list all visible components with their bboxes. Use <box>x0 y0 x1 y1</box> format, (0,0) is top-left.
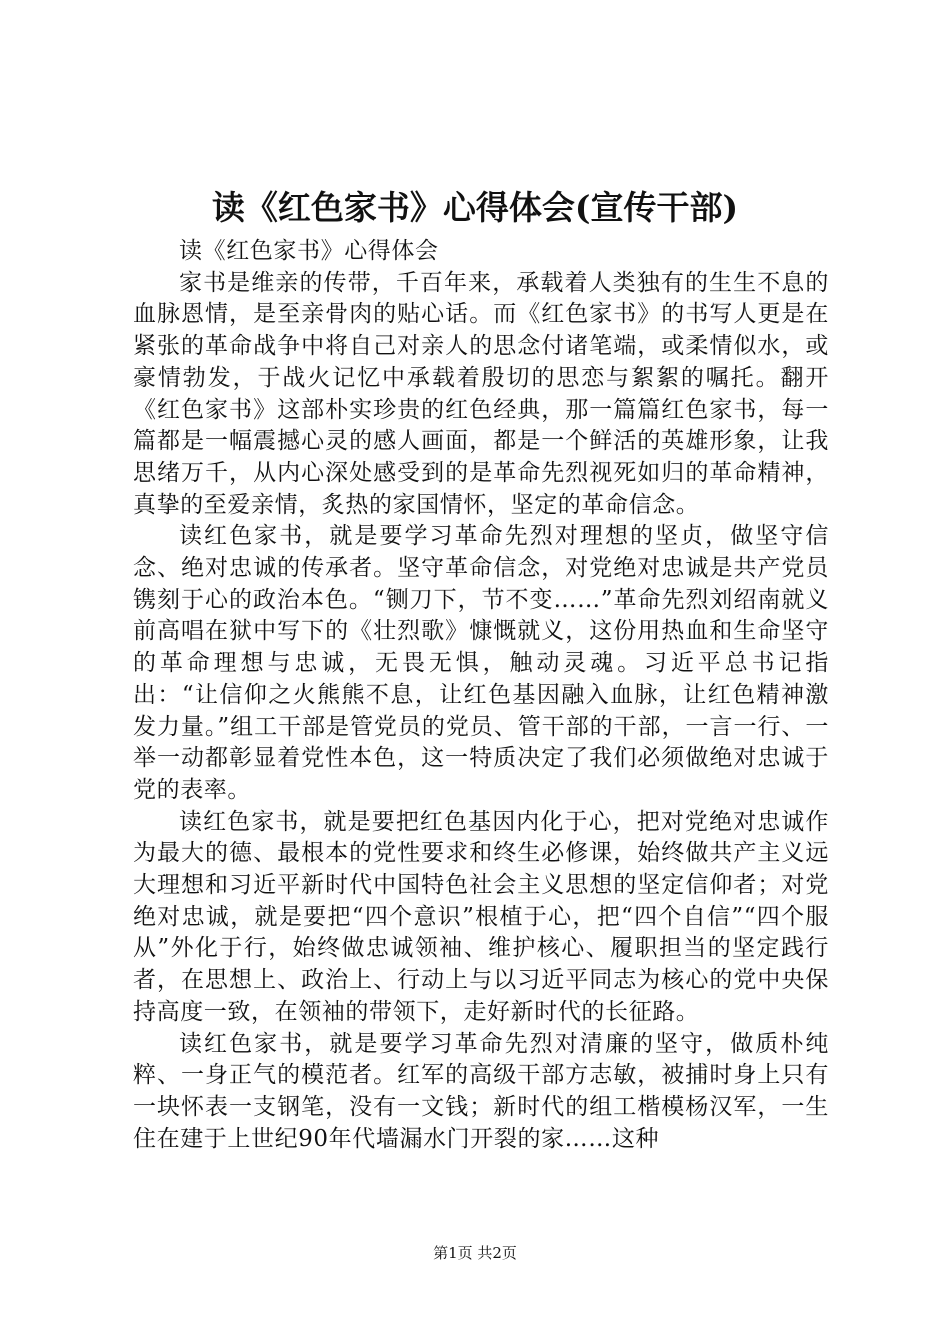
paragraph-3: 读红色家书，就是要把红色基因内化于心，把对党绝对忠诚作为最大的德、最根本的党性要求和终生必修课，始终做共产主义远大理想和习近平新时代中国特色社会主义思想的坚定信仰者；对党绝对忠诚，就是要把“四个意识”根植于心，把“四个自信”“四个服从”外化于行，始终做忠诚领袖、维护核心、履职担当的坚定践行者，在思想上、政治上、行动上与以习近平同志为核心的党中央保持高度一致，在领袖的带领下，走好新时代的长征路。 <box>133 808 829 1025</box>
paragraph-2: 读红色家书，就是要学习革命先烈对理想的坚贞，做坚守信念、绝对忠诚的传承者。坚守革命信念，对党绝对忠诚是共产党员镌刻于心的政治本色。“铡刀下，节不变……”革命先烈刘绍南就义前高唱在狱中写下的《壮烈歌》慷慨就义，这份用热血和生命坚守的革命理想与忠诚，无畏无惧，触动灵魂。习近平总书记指出：“让信仰之火熊熊不息，让红色基因融入血脉，让红色精神激发力量。”组工干部是管党员的党员、管干部的干部，一言一行、一举一动都彰显着党性本色，这一特质决定了我们必须做绝对忠诚于党的表率。 <box>133 523 829 803</box>
document-title: 读《红色家书》心得体会(宣传干部) <box>211 188 739 227</box>
page-footer: 第1页 共2页 <box>433 1244 517 1262</box>
subtitle-line: 读《红色家书》心得体会 <box>179 238 439 264</box>
document-body <box>133 236 829 1155</box>
paragraph-1: 家书是维亲的传带，千百年来，承载着人类独有的生生不息的血脉恩情，是至亲骨肉的贴心话。而《红色家书》的书写人更是在紧张的革命战争中将自己对亲人的思念付诸笔端，或柔情似水，或豪情勃发，于战火记忆中承载着殷切的思恋与絮絮的嘱托。翻开《红色家书》这部朴实珍贵的红色经典，那一篇篇红色家书，每一篇都是一幅震撼心灵的感人画面，都是一个鲜活的英雄形象，让我思绪万千，从内心深处感受到的是革命先烈视死如归的革命精神，真挚的至爱亲情，炙热的家国情怀，坚定的革命信念。 <box>133 269 829 518</box>
paragraph-4: 读红色家书，就是要学习革命先烈对清廉的坚守，做质朴纯粹、一身正气的模范者。红军的高级干部方志敏，被捕时身上只有一块怀表一支钢笔，没有一文钱；新时代的组工楷模杨汉军，一生住在建于上世纪90年代墙漏水门开裂的家……这种 <box>133 1030 829 1152</box>
